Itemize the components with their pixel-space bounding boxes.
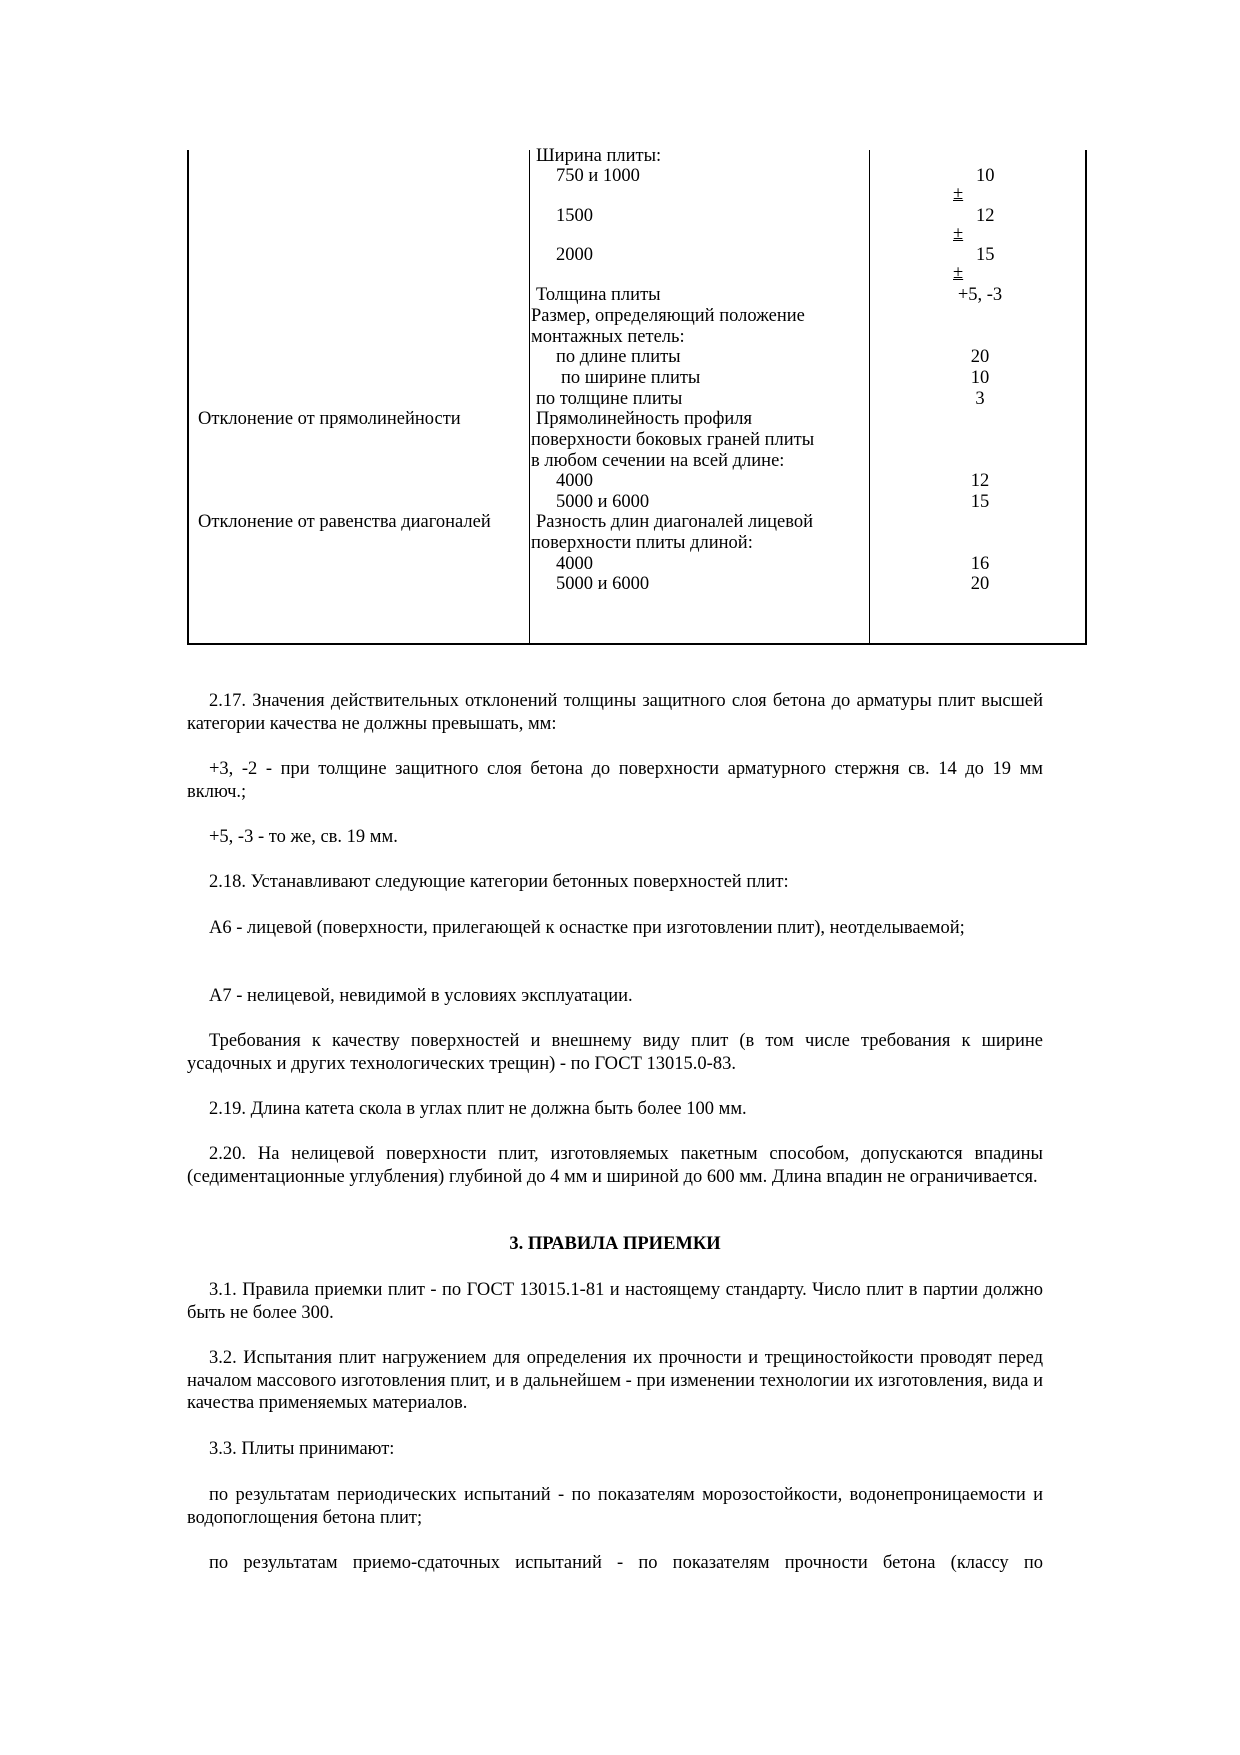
tolerance-table (187, 146, 1087, 645)
table-cell-param: 5000 и 6000 (556, 574, 650, 594)
table-cell-param: Размер, определяющий положение (531, 306, 805, 326)
paragraph-2-17: 2.17. Значения действительных отклонений толщины защитного слоя бетона до арматуры плит высшей категории качества не должны превышать, мм: (187, 691, 1043, 734)
table-cell-value: 10 (970, 368, 990, 388)
table-cell-param: 2000 (556, 245, 593, 265)
table-cell-param: Прямолинейность профиля (536, 409, 752, 429)
table-cell-param: поверхности боковых граней плиты (531, 430, 815, 450)
table-cell-param: 4000 (556, 471, 593, 491)
table-cell-param: монтажных петель: (531, 327, 685, 347)
paragraph-3-2: 3.2. Испытания плит нагружением для определения их прочности и трещиностойкости проводят перед началом массового изготовления плит, и в дальнейшем - при изменении технологии их изготовления, вида и качества применяемых материалов. (187, 1348, 1043, 1413)
table-cell-param: Ширина плиты: (536, 146, 662, 166)
table-cell-param: Толщина плиты (536, 285, 661, 305)
paragraph-3-1: 3.1. Правила приемки плит - по ГОСТ 13015.1-81 и настоящему стандарту. Число плит в партии должно быть не более 300. (187, 1280, 1043, 1323)
table-cell-value: 12 (976, 206, 995, 226)
table-cell-value: 3 (975, 389, 985, 409)
table-cell-value: 10 (976, 166, 995, 186)
table-cell-param: по толщине плиты (536, 389, 683, 409)
table-cell-param: Разность длин диагоналей лицевой (536, 512, 813, 532)
table-cell-param: 1500 (556, 206, 593, 226)
table-cell-param: по ширине плиты (561, 368, 701, 388)
paragraph-2-19: 2.19. Длина катета скола в углах плит не должна быть более 100 мм. (209, 1099, 747, 1119)
plus-minus-sign: ± (953, 184, 964, 204)
paragraph-2-17-item-b: +5, -3 - то же, св. 19 мм. (209, 827, 398, 847)
section-heading-3: 3. ПРАВИЛА ПРИЕМКИ (509, 1234, 721, 1254)
table-cell-param: в любом сечении на всей длине: (531, 451, 785, 471)
paragraph-2-20: 2.20. На нелицевой поверхности плит, изготовляемых пакетным способом, допускаются впадины (седиментационные углубления) глубиной до 4 мм и шириной до 600 мм. Длина впадин не ограничивается. (187, 1144, 1043, 1187)
table-cell-param: поверхности плиты длиной: (531, 533, 753, 553)
paragraph-2-18: 2.18. Устанавливают следующие категории бетонных поверхностей плит: (209, 872, 789, 892)
paragraph-2-18-item-a6: А6 - лицевой (поверхности, прилегающей к оснастке при изготовлении плит), неотделываемой; (209, 918, 965, 938)
table-cell-value: 15 (970, 492, 990, 512)
table-cell-param: 5000 и 6000 (556, 492, 650, 512)
paragraph-2-17-item-a: +3, -2 - при толщине защитного слоя бетона до поверхности арматурного стержня св. 14 до 19 мм включ.; (187, 759, 1043, 802)
table-cell-value: 16 (970, 554, 990, 574)
table-cell-param: 4000 (556, 554, 593, 574)
plus-minus-sign: ± (953, 263, 964, 283)
paragraph-3-3-periodic: по результатам периодических испытаний - по показателям морозостойкости, водонепроницаемости и водопоглощения бетона плит; (187, 1485, 1043, 1528)
table-cell-value: 12 (970, 471, 990, 491)
paragraph-2-18-item-a7: А7 - нелицевой, невидимой в условиях эксплуатации. (209, 986, 633, 1006)
table-cell-value: +5, -3 (957, 285, 1003, 305)
table-cell-param: 750 и 1000 (556, 166, 640, 186)
paragraph-2-18-requirements: Требования к качеству поверхностей и внешнему виду плит (в том числе требования к ширине усадочных и других технологических трещин) - по ГОСТ 13015.0-83. (187, 1031, 1043, 1074)
paragraph-3-3-acceptance: по результатам приемо-сдаточных испытаний - по показателям прочности бетона (классу по (209, 1553, 1043, 1573)
table-cell-value: 15 (976, 245, 995, 265)
table-cell-value: 20 (970, 347, 990, 367)
table-cell-value: 20 (970, 574, 990, 594)
plus-minus-sign: ± (953, 224, 964, 244)
column-divider (529, 150, 530, 643)
table-cell-param: по длине плиты (556, 347, 681, 367)
paragraph-3-3: 3.3. Плиты принимают: (209, 1439, 395, 1459)
table-cell-deviation-type: Отклонение от равенства диагоналей (198, 512, 491, 532)
table-cell-deviation-type: Отклонение от прямолинейности (198, 409, 461, 429)
